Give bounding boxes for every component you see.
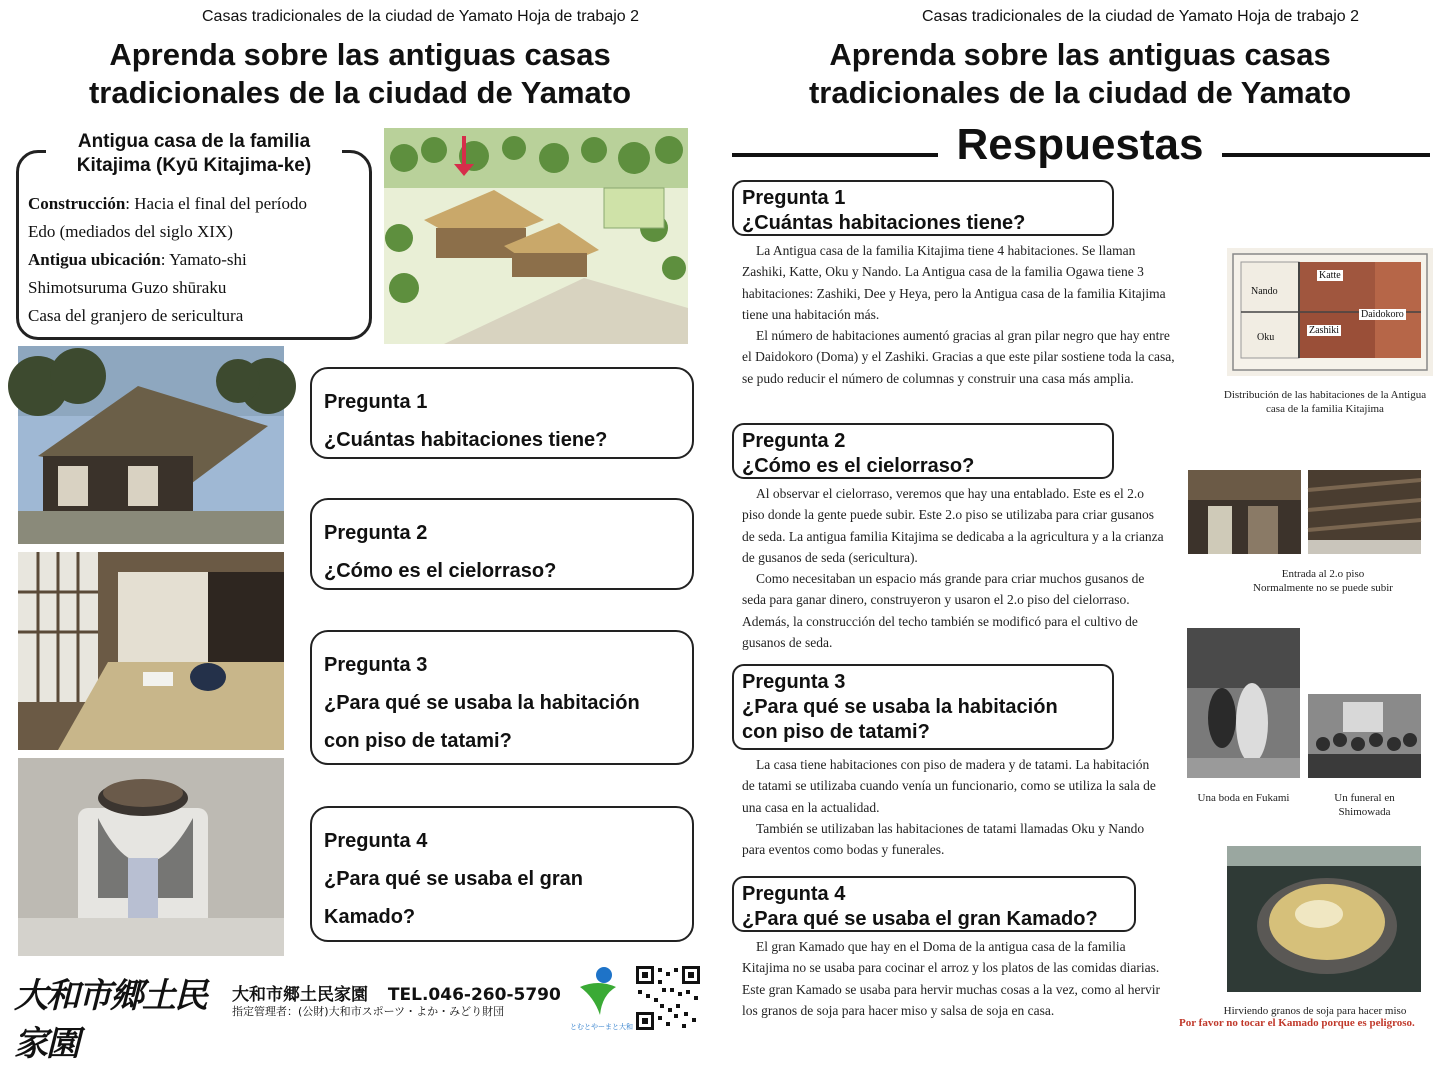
question-text: ¿Cuántas habitaciones tiene? bbox=[324, 429, 608, 451]
kamado-photo bbox=[18, 758, 284, 956]
funeral-photo bbox=[1308, 694, 1421, 778]
left-header: Casas tradicionales de la ciudad de Yamato Hoja de trabajo 2 bbox=[202, 8, 640, 25]
room-label: Katte bbox=[1319, 270, 1341, 281]
house-exterior-photo bbox=[18, 346, 284, 544]
question-text: ¿Para qué se usaba la habitación bbox=[324, 692, 640, 714]
stairs-caption: Entrada al 2.o piso Normalmente no se puede subir bbox=[1253, 568, 1393, 594]
question-text: Kamado? bbox=[324, 906, 416, 928]
question-text: ¿Cómo es el cielorraso? bbox=[324, 560, 557, 582]
village-illustration bbox=[384, 128, 688, 344]
divider-left bbox=[732, 153, 938, 157]
tatami-room-photo bbox=[18, 552, 284, 750]
room-label: Zashiki bbox=[1309, 325, 1339, 336]
ceiling-photo bbox=[1308, 470, 1421, 554]
question-label: Pregunta 2 bbox=[324, 522, 428, 544]
info-title: Antigua casa de la familia Kitajima (Kyū Kitajima-ke) bbox=[46, 130, 342, 178]
divider-right bbox=[1222, 153, 1430, 157]
answer-text-1: La Antigua casa de la familia Kitajima tiene 4 habitaciones. Se llaman Zashiki, Katte, Oku y Nando. La Antigua casa de la familia Ogawa tiene 3 habitaciones: Zashiki, Dee y Heya, pero la Antigua casa de la familia Kitajima tiene una habitación más. El número de habitaciones aumentó gracias al gran pilar negro que hay entre el Daidokoro (Doma) y el Zashiki. Gracias a que este pilar sostiene toda la casa, se pudo reducir el número de columnas y construir una casa más amplia. bbox=[742, 243, 1175, 386]
funeral-caption: Un funeral en Shimowada bbox=[1334, 792, 1395, 818]
question-box-4 bbox=[310, 806, 694, 942]
soybean-boiling-photo bbox=[1227, 846, 1421, 992]
room-label: Daidokoro bbox=[1361, 309, 1404, 320]
answer-text-4: El gran Kamado que hay en el Doma de la antigua casa de la familia Kitajima no se usaba para cocinar el arroz y los platos de las comidas diarias. Este gran Kamado se usaba para hervir muchas cosas a la vez, como al hervir los granos de soja para hacer miso y salsa de soja en casa. bbox=[742, 939, 1160, 1018]
question-text: con piso de tatami? bbox=[324, 730, 512, 752]
question-box-2 bbox=[310, 498, 694, 590]
answer-question-box-2: Pregunta 2 ¿Cómo es el cielorraso? bbox=[732, 423, 1114, 479]
kamado-warning: Por favor no tocar el Kamado porque es peligroso. bbox=[1179, 1017, 1415, 1029]
footer-manager: 指定管理者：(公財)大和市スポーツ・よか・みどり財団 bbox=[232, 1005, 505, 1018]
mascot-logo: とむとやーまと大和 bbox=[570, 965, 626, 1031]
museum-logo: 大和市郷土民家園 bbox=[14, 976, 206, 1064]
answer-question-box-3: Pregunta 3 ¿Para qué se usaba la habitación con piso de tatami? bbox=[732, 664, 1114, 750]
right-title: Aprenda sobre las antiguas casas tradicionales de la ciudad de Yamato bbox=[808, 37, 1352, 110]
construction-label: Construcción bbox=[28, 194, 126, 213]
answer-question-box-1: Pregunta 1 ¿Cuántas habitaciones tiene? bbox=[732, 180, 1114, 236]
footer-name: 大和市郷土民家園 TEL.046-260-5790 bbox=[232, 985, 561, 1005]
footer-tel: TEL.046-260-5790 bbox=[387, 985, 561, 1005]
floorplan bbox=[1227, 248, 1433, 376]
info-body: Construcción: Hacia el final del período Edo (mediados del siglo XIX) Antigua ubicación: Yamato-shi Shimotsuruma Guzo shūraku Casa del granjero de sericultura bbox=[28, 194, 308, 325]
question-box-3 bbox=[310, 630, 694, 765]
question-box-1 bbox=[310, 367, 694, 459]
stairs-photo bbox=[1188, 470, 1301, 554]
qr-code[interactable] bbox=[636, 966, 700, 1030]
answer-text-3: La casa tiene habitaciones con piso de madera y de tatami. La habitación de tatami se utilizaba cuando venía un funcionario, como se utiliza la sala de una casa en la actualidad. También se utilizaban las habitaciones de tatami llamadas Oku y Nando para eventos como bodas y funerales. bbox=[742, 757, 1156, 858]
wedding-photo bbox=[1187, 628, 1300, 778]
soybean-caption: Hirviendo granos de soja para hacer miso bbox=[1223, 1005, 1407, 1017]
respuestas-heading: Respuestas bbox=[956, 120, 1204, 169]
floorplan-caption: Distribución de las habitaciones de la Antigua casa de la familia Kitajima bbox=[1223, 389, 1427, 415]
right-header: Casas tradicionales de la ciudad de Yamato Hoja de trabajo 2 bbox=[922, 8, 1360, 25]
location-label: Antigua ubicación bbox=[28, 250, 161, 269]
question-label: Pregunta 3 bbox=[324, 654, 428, 676]
answer-text-2: Al observar el cielorraso, veremos que hay una entablado. Este es el 2.o piso donde la gente puede subir. Este 2.o piso se utilizaba para criar gusanos de seda. La antigua familia Kitajima se dedicaba a la agricultura y a la crianza de gusanos de seda (sericultura). Como necesitaban un espacio más grande para criar muchos gusanos de seda para ganar dinero, construyeron y usaron el 2.o piso del cielorraso. Además, la construcción del techo también se modificó para el cultivo de gusanos de seda. bbox=[742, 486, 1164, 651]
left-title: Aprenda sobre las antiguas casas tradicionales de la ciudad de Yamato bbox=[88, 37, 632, 110]
question-label: Pregunta 4 bbox=[324, 830, 428, 852]
answer-question-box-4: Pregunta 4 ¿Para qué se usaba el gran Kamado? bbox=[732, 876, 1136, 932]
question-text: ¿Para qué se usaba el gran bbox=[324, 868, 583, 890]
room-label: Nando bbox=[1251, 286, 1278, 297]
question-label: Pregunta 1 bbox=[324, 391, 428, 413]
room-label: Oku bbox=[1257, 332, 1275, 343]
wedding-caption: Una boda en Fukami bbox=[1197, 792, 1290, 804]
